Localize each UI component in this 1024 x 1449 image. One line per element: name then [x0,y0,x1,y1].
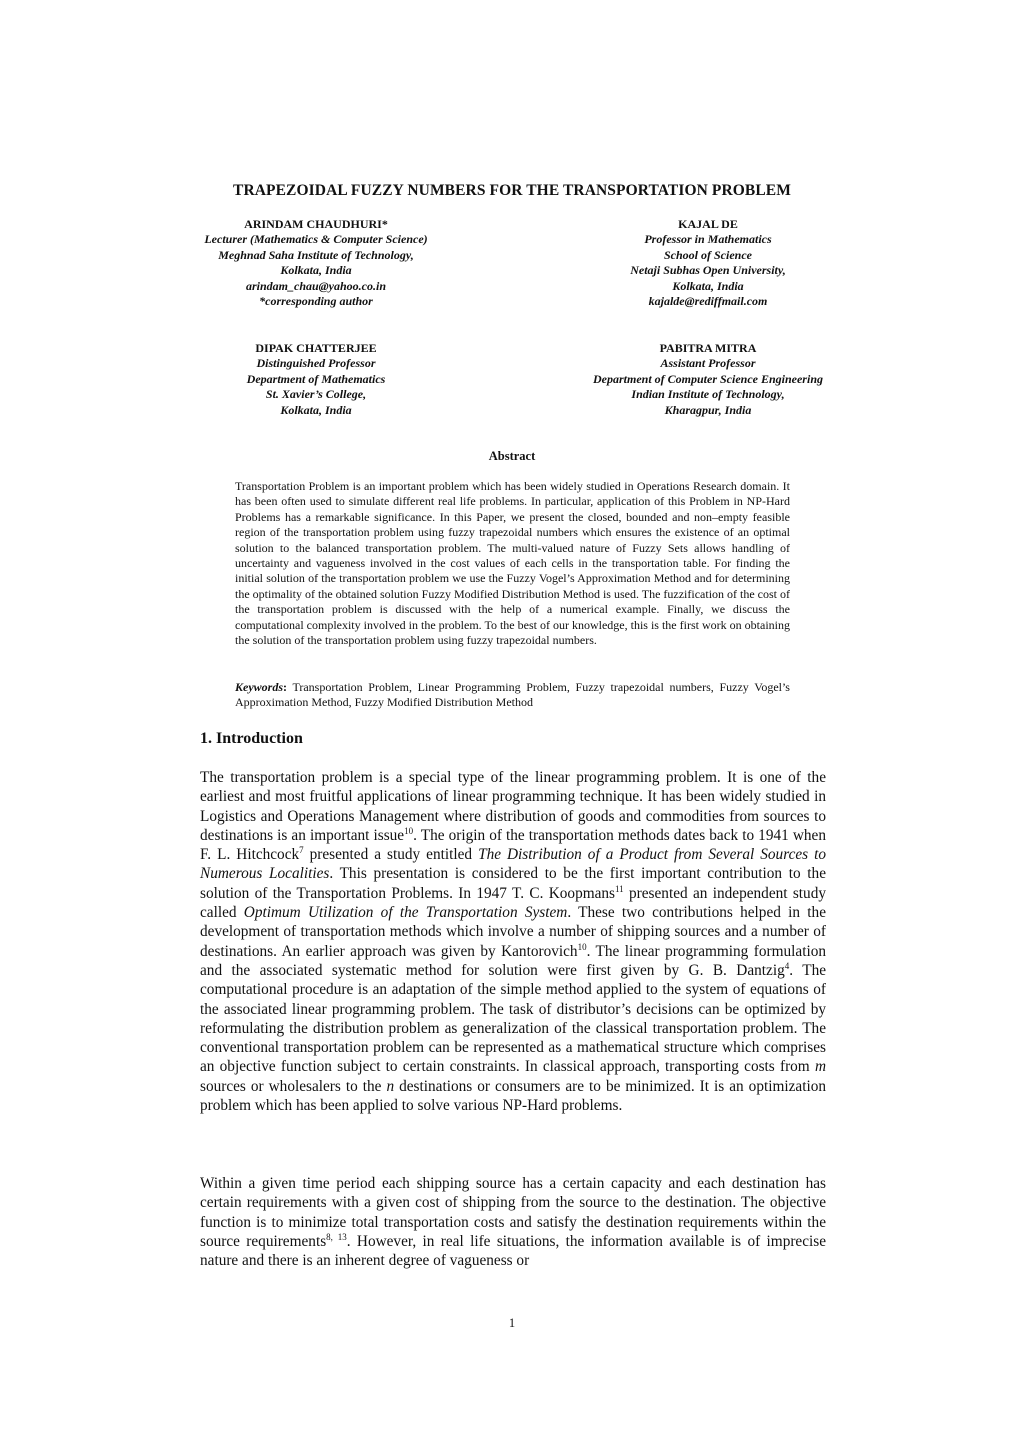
author-affiliation: Lecturer (Mathematics & Computer Science) [204,232,428,247]
text-run: . However, in real life situations, the information available is of imprecise nature and there is an inherent degree of vagueness or [200,1232,827,1270]
abstract-text: Transportation Problem is an important problem which has been widely studied in Operations Research domain. It has been often used to simulate different real life problems. In particular, application of this Problem in NP-Hard Problems has a remarkable significance. In this Paper, we present the closed, bounded and non–empty feasible region of the transportation problem using fuzzy trapezoidal numbers which ensures the existence of an optimal solution to the balanced transportation problem. The multi-valued nature of Fuzzy Sets allows handling of uncertainty and vagueness involved in the cost values of each cells in the transportation table. For finding the initial solution of the transportation problem we use the Fuzzy Vogel’s Approximation Method and for determining the optimality of the obtained solution Fuzzy Modified Distribution Method is used. The fuzzification of the cost of the transportation problem is discussed with the help of a numerical example. Finally, we discuss the computational complexity involved in the problem. To the best of our knowledge, this is the first work on obtaining the solution of the transportation problem using fuzzy trapezoidal numbers. [235,479,791,648]
author-block-3 [166,341,466,418]
citation-ref: 4 [784,960,790,971]
emphasis-text: Optimum Utilization of the Transportation System [243,904,568,922]
author-block-2 [558,217,858,309]
text-run: The transportation problem is a special type of the linear programming problem. It is one of the earliest and most fruitful applications of linear programming technique. It has been widely studied in Logistics and Operations Management where distribution of goods and commodities from sources to destinations is an important issue [200,769,826,844]
emphasis-text: m [814,1058,826,1076]
abstract-heading: Abstract [488,449,536,463]
emphasis-text: n [386,1077,395,1095]
author-affiliation: Professor in Mathematics [644,232,772,247]
intro-paragraph-2 [200,1174,826,1270]
text-run: presented a study entitled [303,846,479,864]
section-heading: 1. Introduction [200,730,303,747]
citation-ref: 7 [299,845,304,856]
author-email: kajalde@rediffmail.com [648,294,768,309]
author-name: DIPAK CHATTERJEE [255,341,377,355]
author-affiliation: Kolkata, India [672,278,744,293]
text-run: . These two contributions helped in the development of transportation methods which involve a number of shipping sources and a number of destinations. An earlier approach was given by Kantorovich [200,904,826,960]
author-affiliation: Meghnad Saha Institute of Technology, [218,247,414,262]
emphasis-text: The Distribution of a Product from Several Sources to Numerous Localities [200,846,827,883]
author-affiliation: Netaji Subhas Open University, [630,263,786,278]
text-run: . The origin of the transportation methods dates back to 1941 when F. L. Hitchcock [200,826,826,864]
text-run: . This presentation is considered to be the first important contribution to the solution of the Transportation Problems. In 1947 T. C. Koopmans [200,865,826,902]
citation-ref: 11 [615,883,624,894]
keywords: Keywords: Transportation Problem, Linear Programming Problem, Fuzzy trapezoidal numbers, Fuzzy Vogel’s Approximation Method, Fuzzy Modified Distribution Method [235,680,790,710]
author-email: arindam_chau@yahoo.co.in [245,278,386,293]
author-affiliation: St. Xavier’s College, [265,387,367,402]
citation-ref: 10 [577,941,587,952]
author-affiliation: Distinguished Professor [256,356,376,371]
text-run: sources or wholesalers to the [200,1077,387,1095]
author-name: ARINDAM CHAUDHURI* [244,217,388,231]
text-run: destinations or consumers are to be minimized. It is an optimization problem which has been applied to solve various NP-Hard problems. [200,1077,826,1115]
citation-ref: 10 [404,825,414,836]
keywords-label: Keywords [235,680,283,694]
text-run: presented an independent study called [200,884,826,922]
text-run: Within a given time period each shipping source has a certain capacity and each destination has certain requirements with a given cost of shipping from the source to the destination. The objective function is to minimize total transportation costs and satisfy the destination requirements within the source requirements [200,1175,826,1250]
author-affiliation: Department of Mathematics [246,371,386,386]
author-affiliation: Indian Institute of Technology, [631,387,785,402]
author-note: *corresponding author [259,294,373,309]
intro-paragraph-1 [200,768,826,1115]
author-name: KAJAL DE [678,217,738,231]
text-run: . The linear programming formulation and the associated systematic method for solution were first given by G. B. Dantzig [200,942,827,979]
author-affiliation: Kharagpur, India [664,402,752,417]
author-affiliation: School of Science [664,247,752,262]
page-number: 1 [508,1316,516,1330]
author-affiliation: Assistant Professor [660,356,756,371]
author-block-4 [558,341,858,418]
author-affiliation: Department of Computer Science Engineering [592,371,823,386]
citation-ref: 8, 13 [326,1231,347,1242]
text-run: . The computational procedure is an adaptation of the simple method applied to the system of equations of the associated linear programming problem. The task of distributor’s decisions can be optimized by reformulating the distribution problem as generalization of the classical transportation problem. The conventional transportation problem can be represented as a mathematical structure which comprises an objective function subject to certain constraints. In classical approach, transporting costs from [200,961,827,1076]
author-block-1 [166,217,466,309]
author-affiliation: Kolkata, India [280,263,352,278]
author-name: PABITRA MITRA [659,341,757,355]
keywords-text: Transportation Problem, Linear Programming Problem, Fuzzy trapezoidal numbers, Fuzzy Vogel’s Approximation Method, Fuzzy Modified Distribution Method [235,680,790,710]
paper-title: TRAPEZOIDAL FUZZY NUMBERS FOR THE TRANSPORTATION PROBLEM [233,182,791,199]
author-affiliation: Kolkata, India [280,402,352,417]
